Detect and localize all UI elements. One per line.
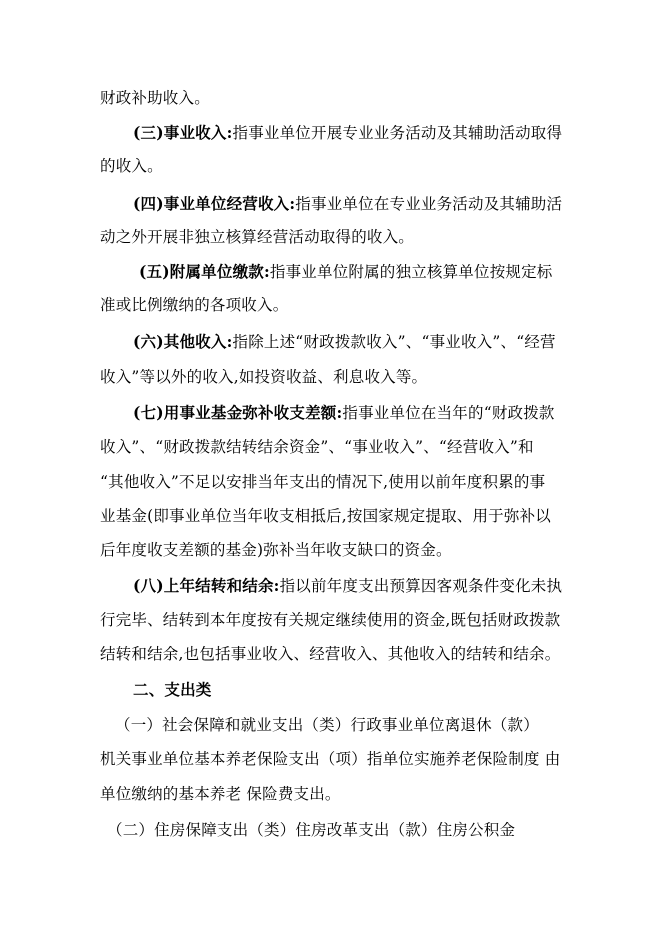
text-segment: 结转和结余,也包括事业收入、经营收入、其他收入的结转和结余。	[100, 645, 561, 663]
text-line	[115, 715, 539, 735]
text-line	[100, 784, 341, 804]
text-line	[100, 472, 545, 492]
text-line	[100, 644, 560, 664]
text-segment: 的收入。	[100, 157, 163, 175]
text-segment: “其他收入”不足以安排当年支出的情况下,使用以前年度积累的事	[100, 473, 546, 491]
text-segment: 收入”等以外的收入,如投资收益、利息收入等。	[100, 368, 428, 386]
section-title	[133, 680, 212, 700]
text-line	[100, 506, 551, 526]
text-line	[100, 437, 534, 457]
paragraph-heading: (六)其他收入:	[133, 332, 233, 351]
text-segment: 指事业单位附属的独立核算单位按规定标	[269, 263, 553, 281]
text-segment: 动之外开展非独立核算经营活动取得的收入。	[100, 228, 415, 246]
text-line	[100, 156, 163, 176]
text-segment: 机关事业单位基本养老保险支出（项）指单位实施养老保险制度 由	[100, 750, 561, 768]
text-segment: 指事业单位开展专业业务活动及其辅助活动取得	[232, 124, 563, 142]
paragraph-heading: (三)事业收入:	[133, 123, 233, 142]
text-segment: 行完毕、结转到本年度按有关规定继续使用的资金,既包括财政拨款	[100, 611, 561, 629]
text-line	[107, 820, 515, 840]
text-line	[100, 295, 288, 315]
text-line	[100, 540, 452, 560]
text-line	[133, 194, 562, 214]
text-segment: 收入”、“财政拨款结转结余资金”、“事业收入”、“经营收入”和	[100, 438, 534, 456]
text-line	[100, 367, 427, 387]
text-line	[133, 123, 562, 143]
text-line	[100, 749, 560, 769]
text-line	[100, 88, 210, 108]
text-segment: （一）社会保障和就业支出（类）行政事业单位离退休（款）	[115, 716, 539, 734]
paragraph-heading: (五)附属单位缴款:	[139, 262, 270, 281]
text-line	[133, 332, 556, 352]
text-line	[100, 227, 414, 247]
text-segment: 指以前年度支出预算因客观条件变化未执	[279, 577, 563, 595]
text-segment: （二）住房保障支出（类）住房改革支出（款）住房公积金	[107, 821, 516, 839]
text-segment: 指事业单位在当年的“财政拨款	[342, 404, 555, 422]
text-segment: 准或比例缴纳的各项收入。	[100, 296, 289, 314]
paragraph-heading: (八)上年结转和结余:	[133, 576, 280, 595]
text-line	[133, 403, 555, 423]
paragraph-heading: (四)事业单位经营收入:	[133, 194, 296, 213]
paragraph-heading: (七)用事业基金弥补收支差额:	[133, 403, 343, 422]
text-line	[100, 610, 560, 630]
text-segment: 单位缴纳的基本养老 保险费支出。	[100, 785, 341, 803]
text-segment: 业基金(即事业单位当年收支相抵后,按国家规定提取、用于弥补以	[100, 507, 551, 525]
text-segment: 财政补助收入。	[100, 89, 210, 107]
text-segment: 指事业单位在专业业务活动及其辅助活	[295, 195, 563, 213]
text-segment: 后年度收支差额的基金)弥补当年收支缺口的资金。	[100, 541, 452, 559]
section-title-text: 二、支出类	[133, 680, 212, 699]
text-line	[139, 262, 553, 282]
text-segment: 指除上述“财政拨款收入”、“事业收入”、“经营	[232, 333, 556, 351]
text-line	[133, 576, 562, 596]
